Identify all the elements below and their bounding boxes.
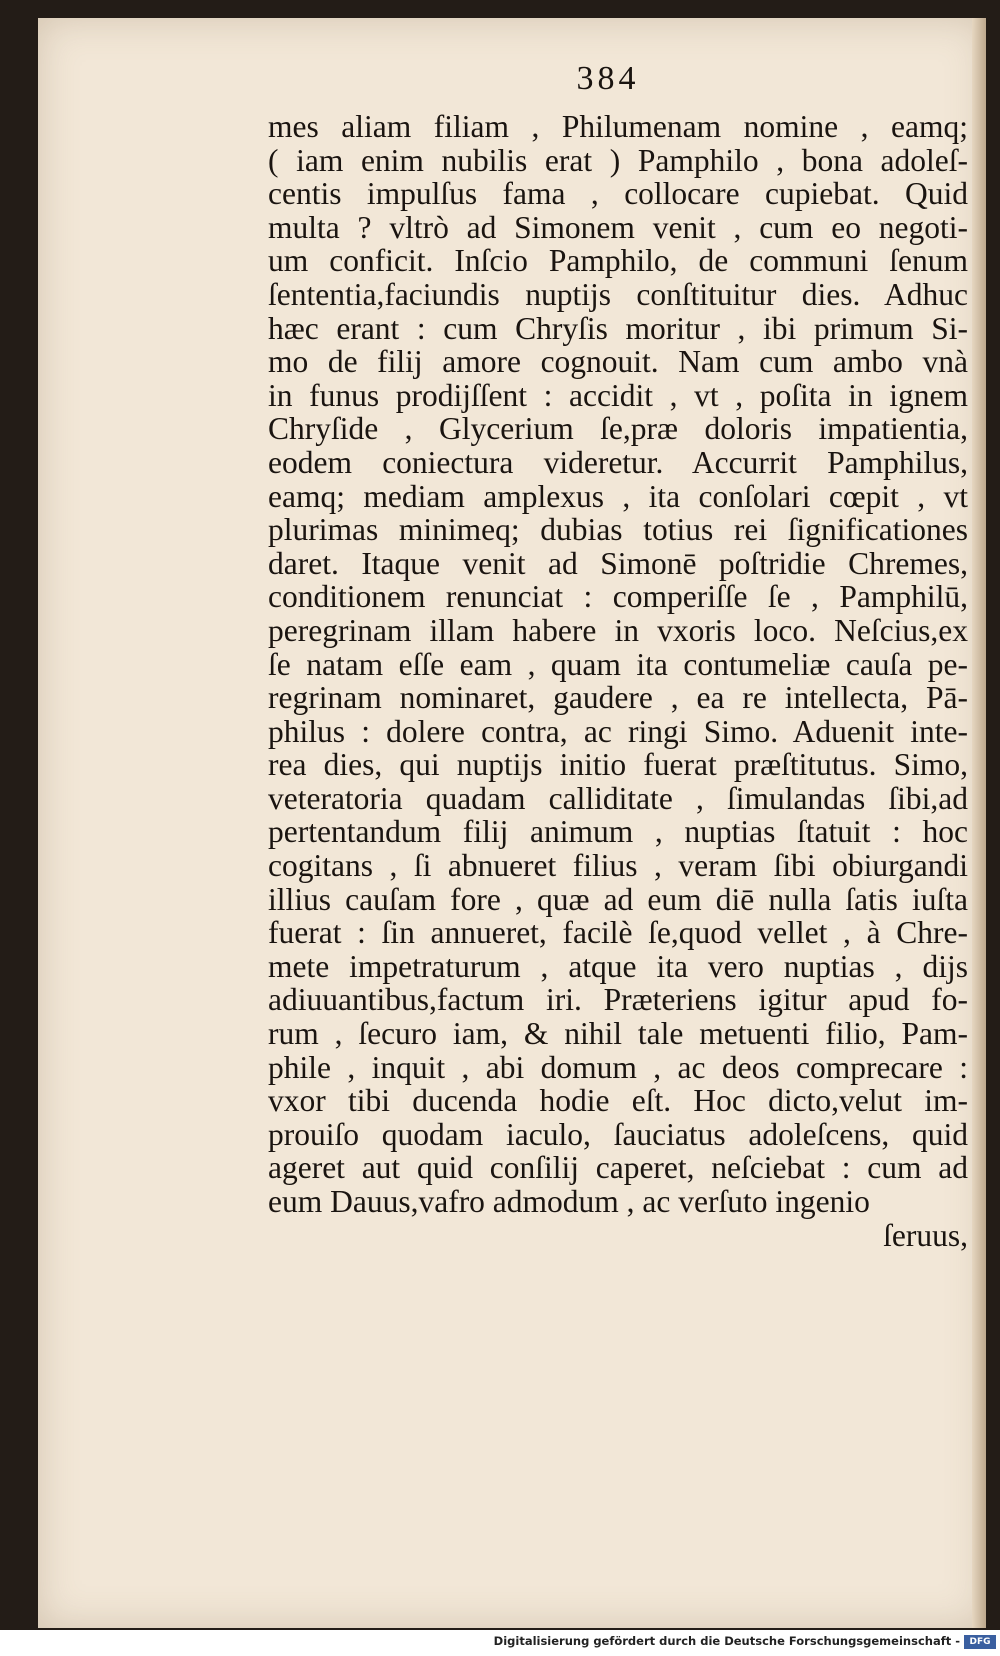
text-line: phile , inquit , abi domum , ac deos comprecare : (268, 1049, 968, 1085)
text-line: ( iam enim nubilis erat ) Pamphilo , bona adoleſ- (268, 142, 968, 178)
footer-bar (0, 1630, 1000, 1656)
text-line: veteratoria quadam calliditate , ſimulandas ſibi,ad (268, 780, 968, 816)
page-number: 384 (576, 60, 640, 97)
text-line: eum Dauus,vafro admodum , ac verſuto ingenio (268, 1184, 870, 1219)
text-line: rea dies, qui nuptijs initio fuerat præſtitutus. Simo, (268, 747, 968, 783)
text-line: ſententia,faciundis nuptijs conſtituitur dies. Adhuc (268, 276, 968, 312)
text-line: illius cauſam fore , quæ ad eum diē nulla ſatis iuſta (268, 881, 968, 917)
text-line: conditionem renunciat : comperiſſe ſe , Pamphilū, (268, 579, 968, 615)
text-line: prouiſo quodam iaculo, ſauciatus adoleſcens, quid (268, 1116, 968, 1152)
text-line: eamq; mediam amplexus , ita conſolari cœpit , vt (268, 478, 968, 514)
text-line: regrinam nominaret, gaudere , ea re intellecta, Pā- (268, 680, 968, 716)
text-line: ageret aut quid conſilij caperet, neſciebat : cum ad (268, 1150, 968, 1186)
text-line: in funus prodijſſent : accidit , vt , poſita in ignem (268, 377, 968, 413)
dfg-logo-icon: DFG (964, 1635, 996, 1649)
text-line: mes aliam filiam , Philumenam nomine , eamq; (268, 109, 968, 144)
text-line: adiuuantibus,factum iri. Præteriens igitur apud fo- (268, 982, 968, 1018)
text-line: mete impetraturum , atque ita vero nuptias , dijs (268, 948, 968, 984)
book-page (38, 18, 986, 1628)
text-line: cogitans , ſi abnueret filius , veram ſibi obiurgandi (268, 848, 968, 884)
text-line: fuerat : ſin annueret, facilè ſe,quod vellet , à Chre- (268, 915, 968, 951)
text-line: mo de filij amore cognouit. Nam cum ambo vnà (268, 344, 968, 380)
text-line: plurimas minimeq; dubias totius rei ſignificationes (268, 512, 968, 548)
text-line: daret. Itaque venit ad Simonē poſtridie Chremes, (268, 545, 968, 581)
text-line: peregrinam illam habere in vxoris loco. Neſcius,ex (268, 612, 968, 648)
catchword: ſeruus, (883, 1217, 968, 1253)
text-line: hæc erant : cum Chryſis moritur , ibi primum Si- (268, 310, 968, 346)
text-line: rum , ſecuro iam, & nihil tale metuenti filio, Pam- (268, 1016, 968, 1052)
text-line: Chryſide , Glycerium ſe,præ doloris impatientia, (268, 411, 968, 447)
page-edge (972, 18, 986, 1628)
text-line: centis impulſus fama , collocare cupiebat. Quid (268, 176, 968, 212)
text-line: pertentandum filij animum , nuptias ſtatuit : hoc (268, 814, 968, 850)
text-block (268, 110, 968, 1252)
text-line: multa ? vltrò ad Simonem venit , cum eo negoti- (268, 209, 968, 245)
text-line: um conficit. Inſcio Pamphilo, de communi ſenum (268, 243, 968, 279)
text-line: philus : dolere contra, ac ringi Simo. Aduenit inte- (268, 713, 968, 749)
funding-credit: Digitalisierung gefördert durch die Deutsche Forschungsgemeinschaft - (493, 1634, 960, 1648)
text-line: vxor tibi ducenda hodie eſt. Hoc dicto,velut im- (268, 1083, 968, 1119)
text-line: ſe natam eſſe eam , quam ita contumeliæ cauſa pe- (268, 646, 968, 682)
text-line: eodem coniectura videretur. Accurrit Pamphilus, (268, 444, 968, 480)
